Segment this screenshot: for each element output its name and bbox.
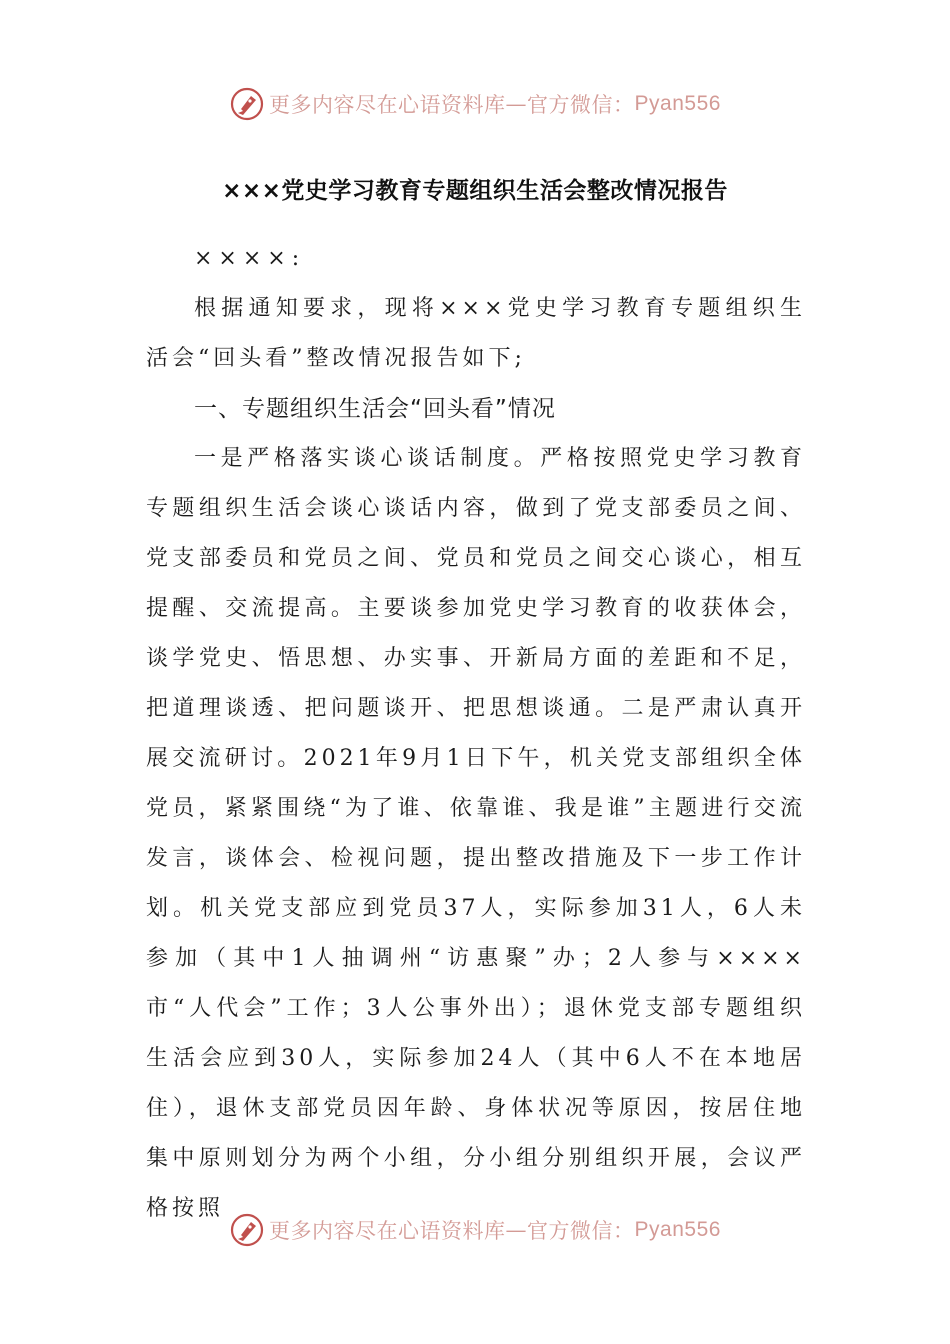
watermark-separator: — <box>505 92 528 116</box>
pen-nib-logo-icon <box>229 1212 265 1248</box>
intro-paragraph: 根据通知要求，现将×××党史学习教育专题组织生活会“回头看”整改情况报告如下; <box>146 296 806 371</box>
watermark-wechat-label: 官方微信： <box>527 93 635 117</box>
section-heading: 一、专题组织生活会“回头看”情况 <box>194 396 556 422</box>
document-title: ×××党史学习教育专题组织生活会整改情况报告 <box>222 178 728 204</box>
watermark-header <box>0 84 950 124</box>
watermark-separator: — <box>505 1218 528 1242</box>
pen-nib-logo-icon <box>229 86 265 122</box>
watermark-wechat-id: Pyan556 <box>634 92 721 115</box>
document-body <box>146 234 806 1234</box>
watermark-wechat-label: 官方微信： <box>527 1219 635 1243</box>
watermark-footer <box>0 1210 950 1250</box>
watermark-wechat-id: Pyan556 <box>634 1218 721 1241</box>
body-paragraph: 一是严格落实谈心谈话制度。严格按照党史学习教育专题组织生活会谈心谈话内容，做到了党支部委员之间、党支部委员和党员之间、党员和党员之间交心谈心，相互提醒、交流提高。主要谈参加党史学习教育的收获体会，谈学党史、悟思想、办实事、开新局方面的差距和不足，把道理谈透、把问题谈开、把思想谈通。二是严肃认真开展交流研讨。2021年9月1日下午，机关党支部组织全体党员，紧紧围绕“为了谁、依靠谁、我是谁”主题进行交流发言，谈体会、检视问题，提出整改措施及下一步工作计划。机关党支部应到党员37人，实际参加31人，6人未参加（其中1人抽调州“访惠聚”办；2人参与××××市“人代会”工作；3人公事外出）；退休党支部专题组织生活会应到30人，实际参加24人（其中6人不在本地居住），退休支部党员因年龄、身体状况等原因，按居住地集中原则划分为两个小组，分小组分别组织开展，会议严格按照 <box>146 446 806 1221</box>
salutation: ××××: <box>194 246 306 271</box>
watermark-text: 更多内容尽在心语资料库 <box>269 93 506 117</box>
watermark-text: 更多内容尽在心语资料库 <box>269 1219 506 1243</box>
